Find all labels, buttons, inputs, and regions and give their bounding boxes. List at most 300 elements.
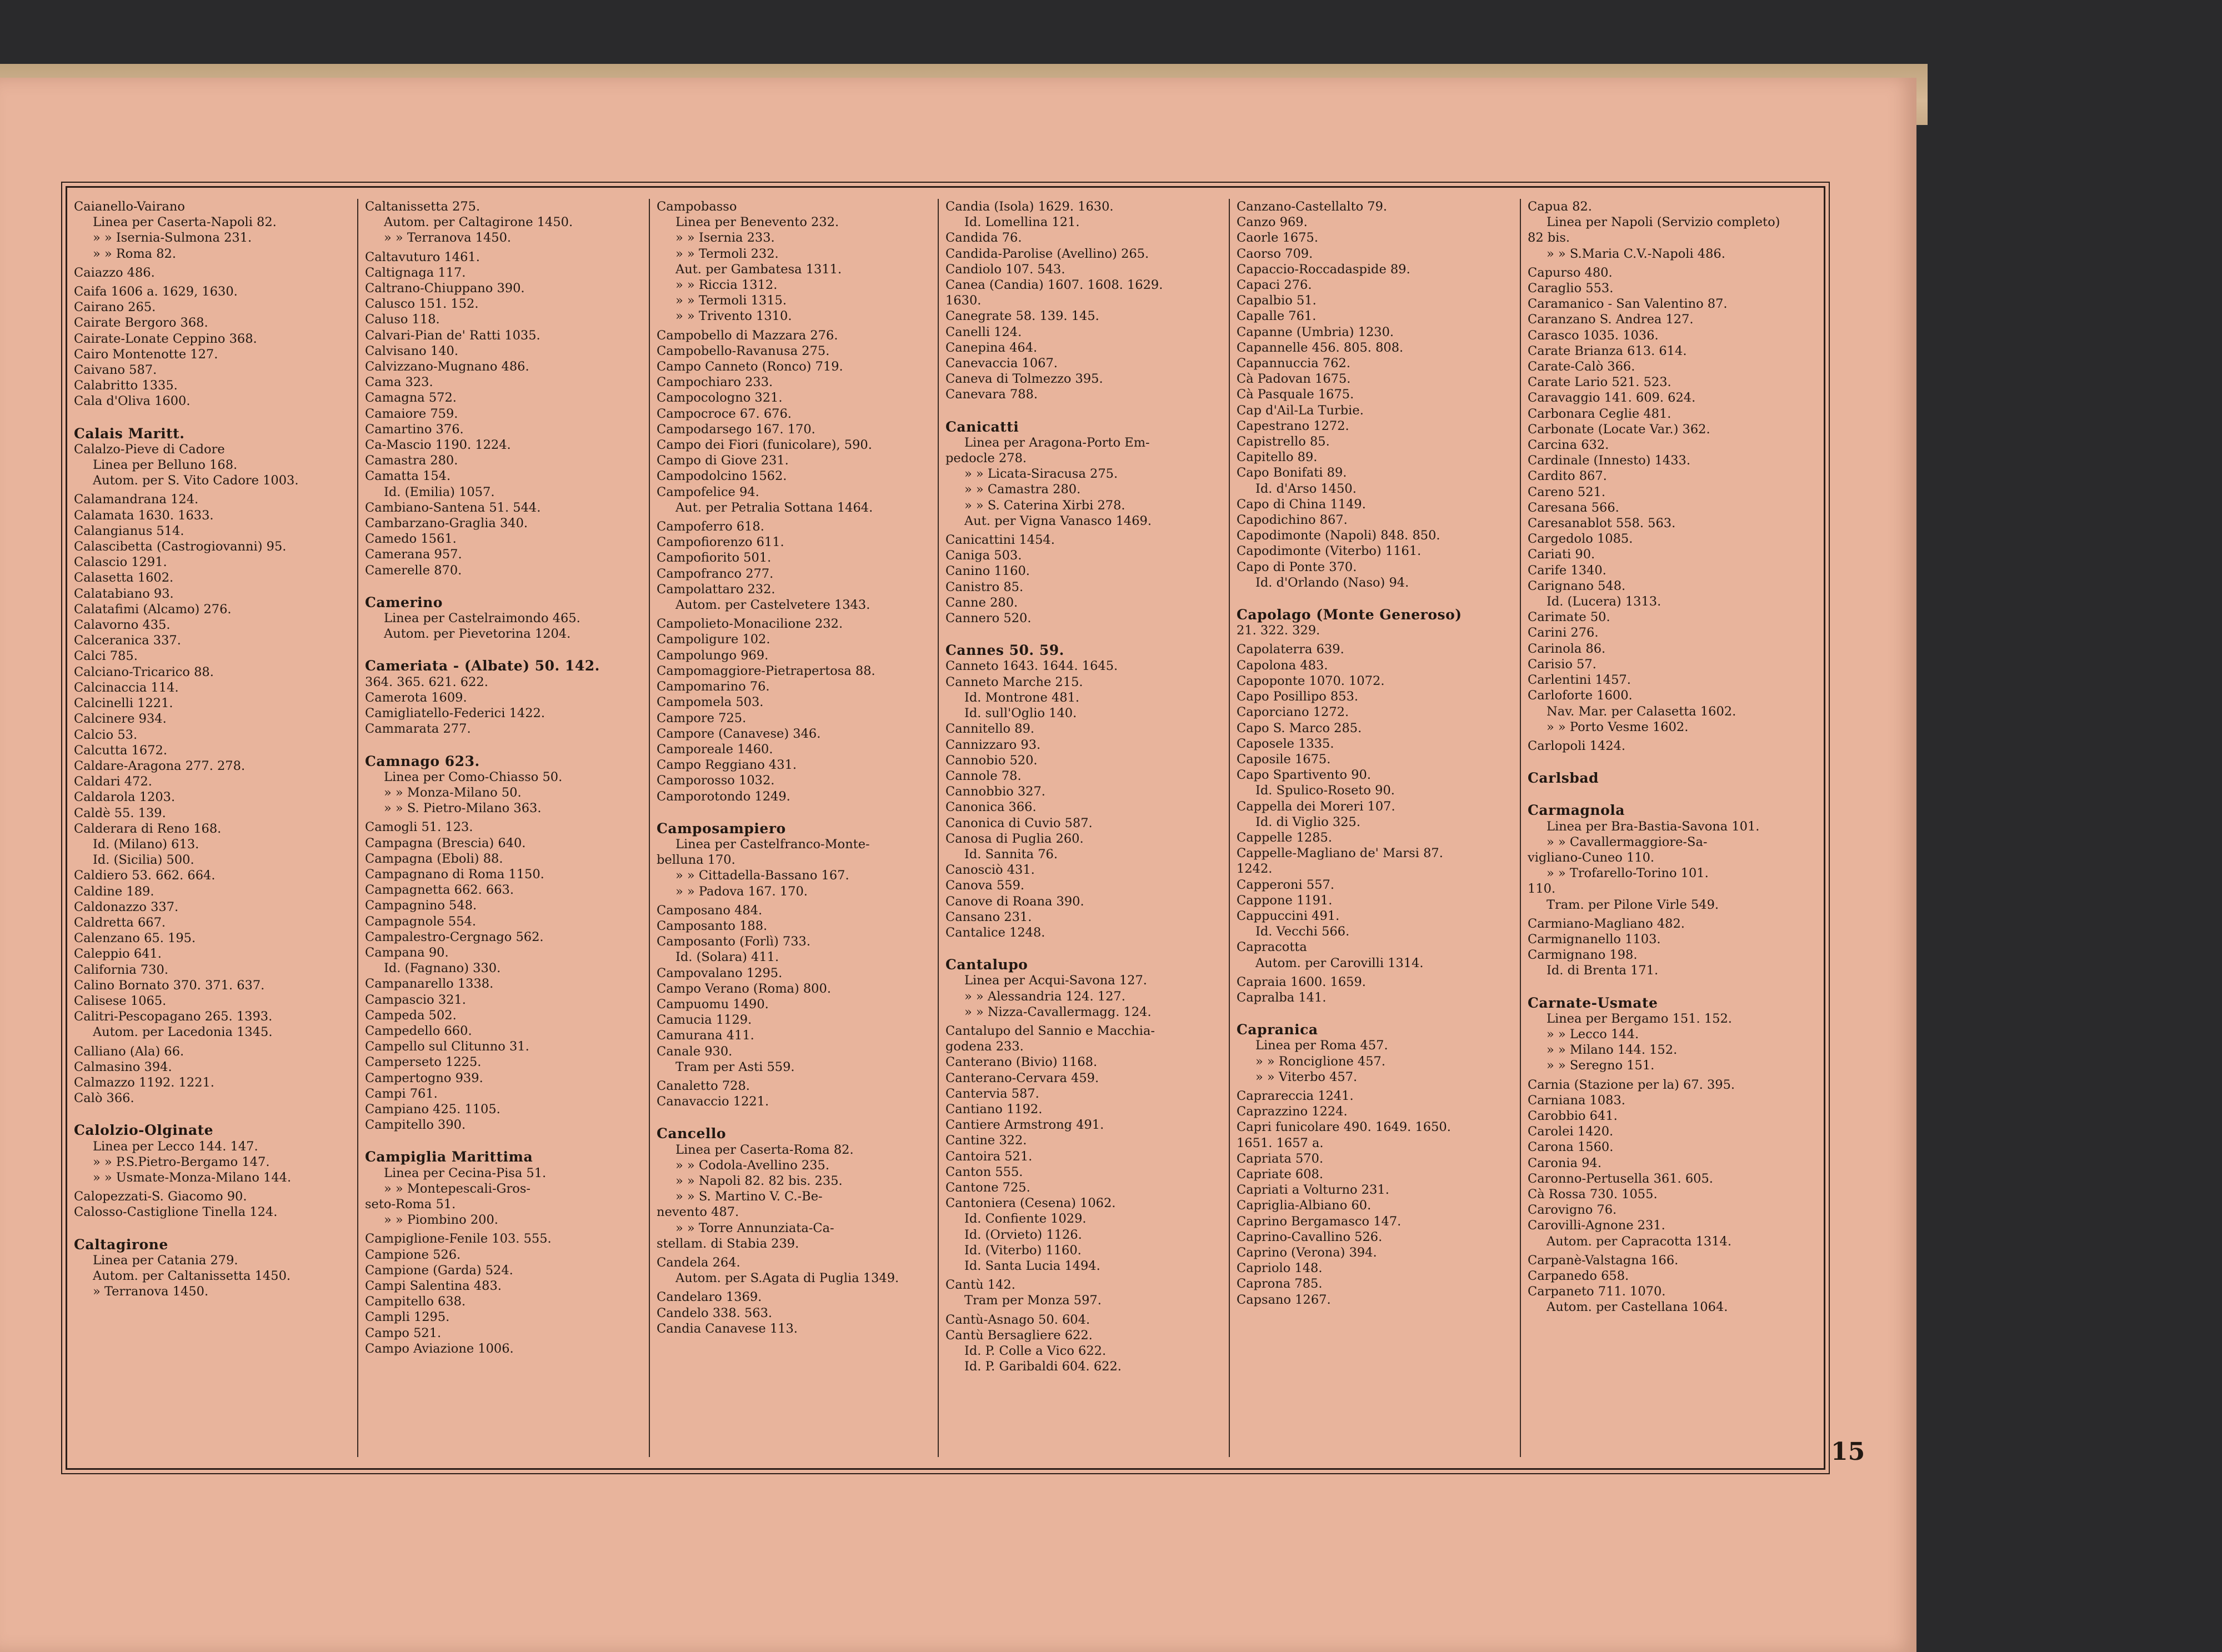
index-heading: Caltagirone — [74, 1236, 168, 1253]
index-entry — [1521, 1077, 1825, 1249]
index-line: Campomarino 76. — [657, 679, 770, 694]
index-line: Campore 725. — [657, 710, 747, 725]
index-line: Campi 761. — [365, 1086, 438, 1101]
index-entry — [67, 1189, 357, 1220]
index-line: Calderara di Reno 168. — [74, 821, 222, 836]
index-line: Campli 1295. — [365, 1310, 450, 1325]
index-line: Canelli 124. — [945, 324, 1022, 339]
index-line: Canterano (Bivio) 1168. — [945, 1055, 1098, 1070]
index-line: Capaccio-Roccadaspide 89. — [1237, 262, 1410, 277]
index-line: Caldine 189. — [74, 884, 154, 899]
index-line: Caniga 503. — [945, 548, 1022, 563]
index-line: Carmiano-Magliano 482. — [1528, 916, 1685, 931]
index-line: Linea per Catania 279. — [93, 1253, 238, 1268]
index-line: Id. (Emilia) 1057. — [384, 484, 495, 499]
index-line: Campobello-Ravanusa 275. — [657, 343, 830, 358]
index-line: Autom. per Caltanissetta 1450. — [93, 1269, 291, 1283]
index-line: Calosso-Castiglione Tinella 124. — [74, 1205, 278, 1220]
index-line: pedocle 278. — [945, 451, 1027, 466]
index-line: » » Cittadella-Bassano 167. — [675, 868, 849, 883]
index-line: » » S. Caterina Xirbi 278. — [964, 498, 1125, 513]
index-line: Cariati 90. — [1528, 547, 1595, 562]
index-line: Canova 559. — [945, 878, 1025, 893]
index-line: Capralba 141. — [1237, 990, 1327, 1005]
index-line: Aut. per Petralia Sottana 1464. — [675, 500, 873, 515]
index-line: vigliano-Cuneo 110. — [1528, 850, 1655, 865]
index-line: Canino 1160. — [945, 564, 1030, 579]
index-line: Campofiorito 501. — [657, 550, 772, 565]
index-line: » » S. Pietro-Milano 363. — [384, 801, 542, 816]
index-line: Canton 555. — [945, 1164, 1023, 1179]
index-line: Caprazzino 1224. — [1237, 1104, 1348, 1119]
index-heading: Campiglia Marittima — [365, 1149, 533, 1165]
index-line: Campofelice 94. — [657, 484, 759, 499]
index-line: Campedello 660. — [365, 1023, 472, 1038]
index-line: Caramanico - San Valentino 87. — [1528, 297, 1728, 312]
index-line: » » Termoli 1315. — [675, 293, 787, 308]
index-line: » » Porto Vesme 1602. — [1547, 719, 1689, 734]
index-line: Cantalice 1248. — [945, 925, 1045, 940]
index-heading: Carlsbad — [1528, 770, 1599, 787]
index-line: » » Terranova 1450. — [384, 231, 512, 246]
index-line: Camatta 154. — [365, 469, 451, 484]
index-line: nevento 487. — [657, 1205, 739, 1220]
index-entry — [67, 1237, 357, 1300]
index-line: Caposele 1335. — [1237, 736, 1334, 751]
index-line: Linea per Benevento 232. — [675, 215, 839, 230]
index-line: Cantù Bersagliere 622. — [945, 1328, 1093, 1343]
index-line: Id. (Orvieto) 1126. — [964, 1227, 1082, 1242]
index-line: Id. Vecchi 566. — [1255, 924, 1350, 939]
index-line: California 730. — [74, 962, 169, 977]
index-line: Canicattini 1454. — [945, 533, 1055, 548]
index-line: Id. (Lucera) 1313. — [1547, 594, 1662, 609]
index-line: Canzano-Castellalto 79. — [1237, 199, 1388, 214]
index-line: Carlentini 1457. — [1528, 673, 1631, 688]
index-line: Capalle 761. — [1237, 309, 1317, 324]
index-line: Tram. per Pilone Virle 549. — [1547, 897, 1719, 912]
index-line: Caltanissetta 275. — [365, 199, 481, 214]
index-line: Capo Bonifati 89. — [1237, 465, 1347, 480]
index-line: Campodarsego 167. 170. — [657, 422, 815, 437]
index-line: Canavaccio 1221. — [657, 1094, 769, 1109]
index-line: Canosa di Puglia 260. — [945, 831, 1084, 846]
index-line: Capo Posillipo 853. — [1237, 689, 1359, 704]
index-line: Cantiere Armstrong 491. — [945, 1118, 1104, 1133]
index-entry — [67, 284, 357, 409]
index-line: Calvisano 140. — [365, 343, 458, 358]
index-line: Calenzano 65. 195. — [74, 931, 196, 946]
index-line: » » Nizza-Cavallermagg. 124. — [964, 1004, 1152, 1019]
index-entry — [1521, 770, 1825, 786]
index-line: Autom. per Capracotta 1314. — [1547, 1234, 1732, 1249]
index-line: Capitello 89. — [1237, 450, 1318, 465]
index-line: Caresana 566. — [1528, 500, 1619, 515]
index-line: Caorso 709. — [1237, 246, 1313, 261]
index-line: Carini 276. — [1528, 625, 1599, 640]
index-line: Camporotondo 1249. — [657, 789, 790, 804]
index-line: Campanarello 1338. — [365, 977, 494, 992]
index-line: Calcinere 934. — [74, 712, 167, 727]
index-line: Cantine 322. — [945, 1133, 1027, 1148]
index-line: Cantoniera (Cesena) 1062. — [945, 1196, 1116, 1211]
index-entry — [67, 265, 357, 281]
index-line: 1651. 1657 a. — [1237, 1135, 1324, 1150]
index-entry — [939, 1277, 1230, 1308]
index-entry — [650, 1255, 939, 1286]
index-line: Campomela 503. — [657, 695, 764, 710]
index-line: Campochiaro 233. — [657, 375, 773, 390]
index-line: Capraia 1600. 1659. — [1237, 974, 1366, 989]
index-line: Canevara 788. — [945, 387, 1038, 402]
index-line: Caranzano S. Andrea 127. — [1528, 312, 1694, 327]
index-line: Carate Lario 521. 523. — [1528, 375, 1671, 390]
index-line: Campagnetta 662. 663. — [365, 883, 514, 898]
timetable-index-frame — [66, 186, 1825, 1470]
index-line: Campo di Giove 231. — [657, 453, 789, 468]
index-line: Cà Pasquale 1675. — [1237, 387, 1354, 402]
index-line: Id. P. Colle a Vico 622. — [964, 1344, 1107, 1359]
index-entry — [1521, 803, 1825, 912]
index-line: Capriate 608. — [1237, 1167, 1324, 1182]
index-line: Nav. Mar. per Calasetta 1602. — [1547, 704, 1736, 719]
index-line: Capriglia-Albiano 60. — [1237, 1198, 1372, 1213]
index-line: Capua 82. — [1528, 199, 1592, 214]
index-line: Calcinaccia 114. — [74, 680, 179, 695]
index-entry — [939, 199, 1230, 403]
index-heading: Cameriata - (Albate) 50. 142. — [365, 658, 600, 674]
index-line: Calciano-Tricarico 88. — [74, 664, 214, 679]
index-line: Id. P. Garibaldi 604. 622. — [964, 1359, 1122, 1374]
index-line: Capistrello 85. — [1237, 434, 1330, 449]
index-line: Linea per Bergamo 151. 152. — [1547, 1011, 1732, 1026]
index-line: Capannelle 456. 805. 808. — [1237, 340, 1404, 355]
index-entry — [939, 643, 1230, 940]
index-line: 21. 322. 329. — [1237, 623, 1320, 638]
index-line: Campolungo 969. — [657, 648, 769, 663]
index-line: Canosciò 431. — [945, 863, 1035, 878]
index-entry — [650, 1078, 939, 1109]
index-entry — [67, 1123, 357, 1185]
index-column-4 — [938, 199, 1230, 1457]
index-line: Carlopoli 1424. — [1528, 738, 1626, 753]
index-line: Calatabiano 93. — [74, 586, 174, 601]
index-line: Calitri-Pescopagano 265. 1393. — [74, 1009, 273, 1024]
index-line: Cantervia 587. — [945, 1086, 1039, 1101]
index-line: Carpanè-Valstagna 166. — [1528, 1253, 1679, 1268]
index-line: Carasco 1035. 1036. — [1528, 328, 1659, 343]
index-line: belluna 170. — [657, 853, 735, 868]
index-line: Caprona 785. — [1237, 1276, 1323, 1291]
index-line: Campascio 321. — [365, 992, 466, 1007]
index-line: Autom. per Caltagirone 1450. — [384, 215, 573, 230]
index-line: Id. (Solara) 411. — [675, 950, 779, 965]
index-line: Cantoira 521. — [945, 1149, 1033, 1164]
index-line: Calliano (Ala) 66. — [74, 1044, 184, 1059]
index-line: » » Licata-Siracusa 275. — [964, 467, 1118, 482]
index-line: » » Termoli 232. — [675, 246, 779, 261]
index-heading: Calolzio-Olginate — [74, 1122, 214, 1139]
index-line: Capodichino 867. — [1237, 513, 1348, 528]
index-line: Calopezzati-S. Giacomo 90. — [74, 1189, 247, 1204]
index-line: Caivano 587. — [74, 363, 157, 378]
index-heading: Carnate-Usmate — [1528, 994, 1658, 1011]
index-line: » » Seregno 151. — [1547, 1058, 1655, 1073]
index-line: Capodimonte (Viterbo) 1161. — [1237, 544, 1422, 559]
index-line: Camaiore 759. — [365, 406, 458, 421]
index-line: Capo Spartivento 90. — [1237, 768, 1371, 783]
index-line: Calalzo-Pieve di Cadore — [74, 442, 225, 457]
index-line: Campione 526. — [365, 1247, 461, 1262]
index-line: Cargedolo 1085. — [1528, 532, 1633, 547]
index-line: Autom. per Carovilli 1314. — [1255, 955, 1424, 970]
index-line: Linea per Cecina-Pisa 51. — [384, 1165, 547, 1180]
index-line: Canaletto 728. — [657, 1078, 750, 1093]
index-line: seto-Roma 51. — [365, 1197, 456, 1212]
index-line: Carate-Calò 366. — [1528, 359, 1635, 374]
index-line: Camartino 376. — [365, 422, 464, 437]
index-line: Id. Sannita 76. — [964, 847, 1058, 862]
index-line: Campoligure 102. — [657, 632, 770, 647]
index-line: Calasetta 1602. — [74, 570, 174, 585]
index-line: Cardito 867. — [1528, 469, 1607, 484]
index-heading: Cannes 50. 59. — [945, 642, 1064, 659]
index-line: Cambarzano-Graglia 340. — [365, 516, 528, 531]
index-entry — [358, 1149, 650, 1228]
index-line: » » Trofarello-Torino 101. — [1547, 866, 1709, 881]
index-entry — [650, 1289, 939, 1336]
index-heading: Camnago 623. — [365, 753, 480, 769]
index-line: Ca-Mascio 1190. 1224. — [365, 438, 511, 453]
index-line: » » Viterbo 457. — [1255, 1069, 1358, 1084]
index-line: Caprino-Cavallino 526. — [1237, 1229, 1383, 1244]
index-line: » » Montepescali-Gros- — [384, 1181, 531, 1196]
page-number: 15 — [1831, 1438, 1865, 1466]
index-line: Capannuccia 762. — [1237, 356, 1350, 371]
index-line: Cambiano-Santena 51. 544. — [365, 500, 541, 515]
index-line: Candida-Parolise (Avellino) 265. — [945, 246, 1149, 261]
index-line: » » Lecco 144. — [1547, 1027, 1639, 1042]
index-entry — [939, 532, 1230, 626]
index-line: Camperseto 1225. — [365, 1055, 482, 1070]
index-line: Campovalano 1295. — [657, 965, 783, 980]
index-line: Camposanto (Forlì) 733. — [657, 934, 810, 949]
index-line: Calvizzano-Mugnano 486. — [365, 359, 529, 374]
index-line: Id. di Brenta 171. — [1547, 963, 1659, 978]
index-line: Calabritto 1335. — [74, 378, 178, 393]
index-entry — [67, 1044, 357, 1107]
index-line: Canistro 85. — [945, 579, 1024, 594]
index-line: Linea per Acqui-Savona 127. — [964, 973, 1147, 988]
index-line: Canonica 366. — [945, 800, 1037, 815]
index-line: Canea (Candia) 1607. 1608. 1629. — [945, 278, 1163, 293]
index-line: Campello sul Clitunno 31. — [365, 1039, 529, 1054]
index-line: Caldarola 1203. — [74, 790, 176, 805]
index-line: Camposano 484. — [657, 903, 763, 918]
index-line: Caldè 55. 139. — [74, 805, 166, 820]
index-line: Tram per Asti 559. — [675, 1059, 795, 1074]
index-line: Linea per Castelfranco-Monte- — [675, 837, 870, 852]
index-line: Cappuccini 491. — [1237, 908, 1340, 923]
index-entry — [650, 328, 939, 515]
index-line: Carimate 50. — [1528, 610, 1610, 625]
index-line: Cantone 725. — [945, 1180, 1030, 1195]
index-heading: Cantalupo — [945, 957, 1028, 973]
index-line: » » Cavallermaggiore-Sa- — [1547, 834, 1708, 849]
index-entry — [1521, 1253, 1825, 1315]
index-line: Aut. per Vigna Vanasco 1469. — [964, 513, 1152, 528]
index-entry — [1230, 974, 1521, 1005]
index-line: » » P.S.Pietro-Bergamo 147. — [93, 1154, 270, 1169]
index-line: Capolona 483. — [1237, 658, 1328, 673]
index-entry — [67, 199, 357, 262]
index-column-1 — [67, 199, 357, 1457]
index-line: Cammarata 277. — [365, 722, 471, 737]
index-line: Campoferro 618. — [657, 519, 764, 534]
index-line: Caldare-Aragona 277. 278. — [74, 758, 246, 773]
index-line: Calavorno 435. — [74, 618, 171, 633]
index-line: Calatafimi (Alcamo) 276. — [74, 602, 232, 617]
index-line: Campocologno 321. — [657, 391, 783, 406]
index-entry — [1521, 265, 1825, 735]
index-line: Carpanedo 658. — [1528, 1269, 1629, 1283]
index-line: Canale 930. — [657, 1044, 733, 1059]
index-heading: Canicatti — [945, 418, 1019, 435]
index-line: Campitello 390. — [365, 1118, 466, 1133]
index-line: Capperoni 557. — [1237, 877, 1334, 892]
index-line: Linea per Napoli (Servizio completo) — [1547, 215, 1780, 230]
index-column-5 — [1229, 199, 1521, 1457]
index-line: Campiano 425. 1105. — [365, 1102, 501, 1117]
index-line: Cap d'Ail-La Turbie. — [1237, 403, 1364, 418]
index-line: Caprino Bergamasco 147. — [1237, 1214, 1402, 1229]
index-entry — [358, 754, 650, 817]
index-line: Caporciano 1272. — [1237, 705, 1349, 720]
index-entry — [358, 249, 650, 578]
index-line: Capri funicolare 490. 1649. 1650. — [1237, 1120, 1451, 1135]
index-line: Aut. per Gambatesa 1311. — [675, 262, 842, 277]
index-line: Campo Reggiano 431. — [657, 758, 797, 773]
index-line: Camucia 1129. — [657, 1013, 752, 1028]
index-entry — [1521, 199, 1825, 262]
index-line: Carpaneto 711. 1070. — [1528, 1284, 1666, 1299]
index-entry — [67, 426, 357, 489]
index-line: Cansano 231. — [945, 909, 1032, 924]
index-entry — [1521, 995, 1825, 1074]
index-line: Caluso 118. — [365, 312, 440, 327]
index-line: Carmignano 198. — [1528, 948, 1638, 963]
index-line: Camastra 280. — [365, 453, 458, 468]
index-line: Caorle 1675. — [1237, 231, 1319, 246]
index-line: » » Ronciglione 457. — [1255, 1054, 1386, 1069]
index-line: Capanne (Umbria) 1230. — [1237, 324, 1394, 339]
index-line: Capodimonte (Napoli) 848. 850. — [1237, 528, 1440, 543]
index-line: Caltrano-Chiuppano 390. — [365, 281, 525, 296]
index-line: Calascibetta (Castrogiovanni) 95. — [74, 539, 287, 554]
index-line: Caltignaga 117. — [365, 265, 466, 280]
index-line: Calascio 1291. — [74, 555, 167, 570]
index-line: Caldonazzo 337. — [74, 899, 179, 914]
index-line: Carovigno 76. — [1528, 1203, 1617, 1218]
index-heading: Capolago (Monte Generoso) — [1237, 607, 1462, 623]
index-line: Camurana 411. — [657, 1028, 754, 1043]
index-line: Camerota 1609. — [365, 690, 467, 705]
index-line: Capo di China 1149. — [1237, 497, 1366, 512]
index-line: Linea per Lecco 144. 147. — [93, 1139, 258, 1154]
index-line: » Terranova 1450. — [93, 1284, 209, 1299]
index-line: Campalestro-Cergnago 562. — [365, 929, 544, 944]
index-line: Camagna 572. — [365, 391, 457, 406]
index-line: Campagnino 548. — [365, 898, 477, 913]
index-line: Campo Canneto (Ronco) 719. — [657, 359, 843, 374]
index-line: Cannole 78. — [945, 768, 1022, 783]
index-line: 1242. — [1237, 862, 1273, 877]
index-line: Capoponte 1070. 1072. — [1237, 673, 1385, 688]
index-line: Campiglione-Fenile 103. 555. — [365, 1232, 552, 1246]
index-line: Candiolo 107. 543. — [945, 262, 1065, 277]
index-line: Id. d'Arso 1450. — [1255, 481, 1357, 496]
index-entry — [1521, 916, 1825, 979]
index-column-6 — [1520, 199, 1825, 1457]
index-line: Campocroce 67. 676. — [657, 406, 792, 421]
index-line: » » Camastra 280. — [964, 482, 1081, 497]
index-line: Id. Montrone 481. — [964, 690, 1080, 705]
index-line: Id. (Viterbo) 1160. — [964, 1243, 1082, 1258]
index-line: Capriolo 148. — [1237, 1261, 1323, 1276]
index-heading: Camerino — [365, 594, 443, 610]
index-line: Calisese 1065. — [74, 993, 167, 1008]
index-line: » » Usmate-Monza-Milano 144. — [93, 1170, 292, 1185]
index-line: Caronno-Pertusella 361. 605. — [1528, 1171, 1713, 1186]
index-line: » » Napoli 82. 82 bis. 235. — [675, 1173, 843, 1188]
index-entry — [358, 199, 650, 246]
index-line: Carona 1560. — [1528, 1140, 1614, 1155]
index-line: Canove di Roana 390. — [945, 894, 1084, 909]
index-line: Campagnano di Roma 1150. — [365, 867, 544, 882]
index-line: Cappella dei Moreri 107. — [1237, 799, 1395, 814]
index-line: Cantalupo del Sannio e Macchia- — [945, 1023, 1155, 1038]
index-line: Caronia 94. — [1528, 1155, 1602, 1170]
index-line: Carolei 1420. — [1528, 1124, 1614, 1139]
index-line: Campo 521. — [365, 1325, 442, 1340]
index-line: Carbonara Ceglie 481. — [1528, 406, 1671, 421]
index-entry — [358, 658, 650, 737]
index-line: Capriata 570. — [1237, 1151, 1324, 1166]
index-line: Canepina 464. — [945, 340, 1038, 355]
index-line: Caltavuturo 1461. — [365, 249, 480, 264]
index-entry — [650, 519, 939, 613]
index-entry — [1230, 1022, 1521, 1085]
index-line: Linea per Bra-Bastia-Savona 101. — [1547, 819, 1760, 834]
index-line: Calvari-Pian de' Ratti 1035. — [365, 328, 541, 343]
index-line: Cappelle-Magliano de' Marsi 87. — [1237, 846, 1443, 861]
index-line: Calamata 1630. 1633. — [74, 508, 214, 523]
index-line: Campeda 502. — [365, 1008, 457, 1023]
index-line: » » Trivento 1310. — [675, 309, 792, 324]
index-entry — [650, 199, 939, 324]
index-line: Carignano 548. — [1528, 578, 1626, 593]
index-line: Campobasso — [657, 199, 737, 214]
index-line: Id. Lomellina 121. — [964, 215, 1080, 230]
index-line: Cala d'Oliva 1600. — [74, 394, 191, 409]
index-line: Calcio 53. — [74, 727, 138, 742]
index-line: Id. Santa Lucia 1494. — [964, 1259, 1100, 1273]
index-line: Linea per Caserta-Napoli 82. — [93, 215, 277, 230]
index-heading: Calais Maritt. — [74, 425, 185, 442]
index-line: Campobello di Mazzara 276. — [657, 328, 838, 343]
index-line: Caraglio 553. — [1528, 281, 1614, 296]
index-line: Calmazzo 1192. 1221. — [74, 1075, 214, 1090]
